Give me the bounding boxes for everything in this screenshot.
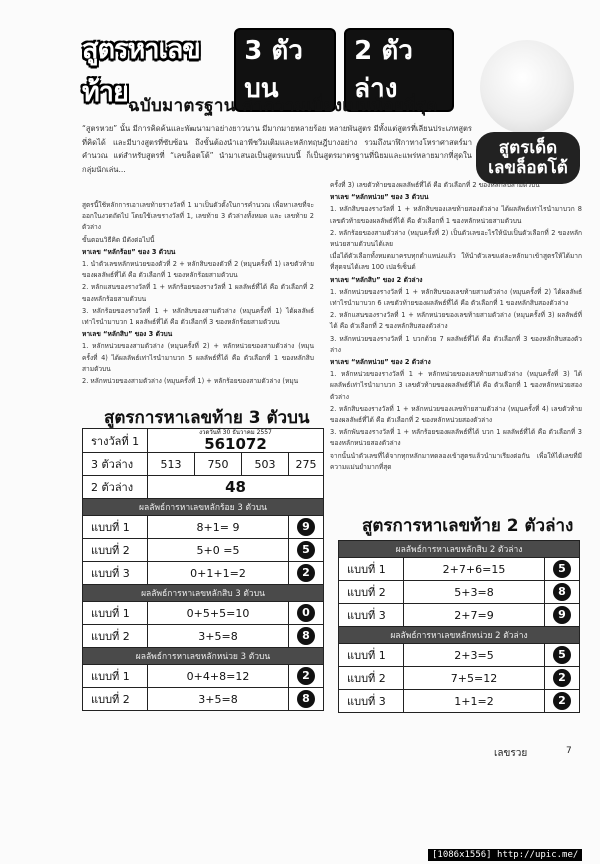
result-section-heading: ผลลัพธ์การหาเลขหลักหน่วย 2 ตัวล่าง [339,627,580,644]
two-low-table [338,540,580,713]
pattern-label: แบบที่ 2 [83,688,148,711]
result-digit-badge: 8 [553,583,571,601]
result-row [83,665,324,688]
column-paragraph: 2. หลักร้อยของสามตัวล่าง (หมุนครั้งที่ 2) เป็นตัวเลขอะไรให้นับเป็นตัวเลือกที่ 2 ของหลักหน่วยสามตัวบนได้เลย [330,228,582,249]
result-digit-badge: 0 [297,604,315,622]
column-paragraph: เมื่อได้ตัวเลือกทั้งหมดมาครบทุกตำแหน่งแล้ว ให้นำตัวเลขแต่ละหลักมาเข้าสูตรให้ได้มากที่สุดจนได้เลข 100 เปอร์เซ็นต์ [330,252,582,272]
pattern-label: แบบที่ 2 [339,667,404,690]
result-cell [289,562,324,585]
result-row [83,539,324,562]
result-row [339,667,580,690]
title-three-top: 3 ตัวบน [234,28,336,112]
result-digit-badge: 8 [297,690,315,708]
result-cell [545,581,580,604]
column-paragraph: 2. หลักสิบของรางวัลที่ 1 + หลักหน่วยของเลขท้ายสามตัวล่าง (หมุนครั้งที่ 4) เลขตัวท้ายของผลลัพธ์ที่ได้ คือ ตัวเลือกที่ 2 ของหลักหน่วยสองตัวล่าง [330,404,582,425]
calculation: 5+3=8 [404,581,545,604]
pattern-label: แบบที่ 3 [339,604,404,627]
result-digit-badge: 5 [553,646,571,664]
column-paragraph: 2. หลักแสนของรางวัลที่ 1 + หลักหน่วยของเลขท้ายสามตัวล่าง (หมุนครั้งที่ 3) ผลลัพธ์ที่ได้ คือ ตัวเลือกที่ 2 ของหลักสิบสองตัวล่าง [330,311,582,331]
column-subheading: หาเลข “หลักสิบ” ของ 3 ตัวบน [82,330,173,339]
three-low-label: 3 ตัวล่าง [83,453,148,476]
result-row [339,644,580,667]
result-section-heading: ผลลัพธ์การหาเลขหลักสิบ 3 ตัวบน [83,585,324,602]
column-subheading: หาเลข “หลักร้อย” ของ 3 ตัวบน [82,247,176,256]
result-cell [289,625,324,648]
three-low-value: 750 [195,453,242,476]
column-paragraph: สูตรนี้ใช้หลักการเอาเลขท้ายรางวัลที่ 1 มาเป็นตัวตั้งในการคำนวณ เพื่อหาเลขที่จะออกในงวดถัดไป โดยใช้เลขรางวัลที่ 1, เลขท้าย 3 ตัวล่างทั้งหมด และ เลขท้าย 2 ตัวล่าง [82,201,314,232]
result-digit-badge: 9 [297,518,315,536]
result-row [83,562,324,585]
result-row [339,604,580,627]
result-digit-badge: 2 [297,564,315,582]
calculation: 5+0 =5 [148,539,289,562]
result-row [83,688,324,711]
column-paragraph: 3. หลักหน่วยของรางวัลที่ 1 บวกด้วย 7 ผลลัพธ์ที่ได้ คือ ตัวเลือกที่ 3 ของหลักสิบสองตัวล่าง [330,334,582,354]
pattern-label: แบบที่ 1 [83,516,148,539]
result-row [339,690,580,713]
column-paragraph: 2. หลักแสนของรางวัลที่ 1 + หลักร้อยของรางวัลที่ 1 ผลลัพธ์ที่ได้ คือ ตัวเลือกที่ 2 ของหลักร้อยสามตัวบน [82,283,314,303]
result-digit-badge: 8 [297,627,315,645]
result-digit-badge: 2 [553,669,571,687]
pattern-label: แบบที่ 1 [339,558,404,581]
result-row [83,625,324,648]
column-paragraph: 1. หลักสิบของรางวัลที่ 1 + หลักสิบของเลขท้ายสองตัวล่าง ได้ผลลัพธ์เท่าไรนำมาบวก 8 เลขตัวท้ายของผลลัพธ์ที่ได้ คือ ตัวเลือกที่ 1 ของหลักหน่วยสามตัวบน [330,205,582,225]
result-digit-badge: 5 [297,541,315,559]
calculation: 0+5+5=10 [148,602,289,625]
prize-cell [148,429,324,453]
pattern-label: แบบที่ 1 [83,665,148,688]
result-digit-badge: 2 [553,692,571,710]
calculation: 3+5=8 [148,625,289,648]
column-paragraph: ขั้นตอนวิธีคิด มีดังต่อไปนี้ [82,235,155,244]
result-cell [289,688,324,711]
result-cell [545,604,580,627]
pattern-label: แบบที่ 2 [83,625,148,648]
column-subheading: หาเลข “หลักหน่วย” ของ 3 ตัวบน [330,193,429,202]
three-low-value: 275 [289,453,324,476]
magazine-name: เลขรวย [494,748,528,759]
pattern-label: แบบที่ 1 [339,644,404,667]
page-subtitle: ฉบับมาตรฐาน ค่าความเบี่ยงเบนน้อยที่สุด [128,96,438,116]
result-cell [545,558,580,581]
calculation: 1+1=2 [404,690,545,713]
intro-paragraph: “สูตรหวย” นั้น มีการคิดค้นและพัฒนามาอย่างยาวนาน มีมากมายหลายร้อย หลายพันสูตร มีทั้งแต่สูตรที่เลียนประเภทสูตรที่คิดได้ และมีบางสูตรที่ซับซ้อน ถึงขั้นต้องนำเอาพีชวิมเติมและหลักทฤษฎีบางอย่าง รวมถึงนาฬิกาทางโหราศาสตร์มาคำนวณ แต่สำหรับสูตรที่ “เลขล็อตโต้” นำมาเสนอเป็นสูตรแบบนี้ ก็เป็นสูตรมาตรฐานที่นิยมและแพร่หลายมากที่สุดในกลุ่มนักเล่น... [82,124,472,174]
column-subheading: หาเลข “หลักสิบ” ของ 2 ตัวล่าง [330,275,423,284]
result-cell [289,602,324,625]
result-row [339,558,580,581]
calculation: 0+1+1=2 [148,562,289,585]
result-cell [545,644,580,667]
three-low-value: 513 [148,453,195,476]
two-low-value: 48 [148,476,324,499]
result-row [339,581,580,604]
column-paragraph: 1. หลักหน่วยของสามตัวล่าง (หมุนครั้งที่ 2) + หลักหน่วยของสามตัวล่าง (หมุนครั้งที่ 4) ได้ผลลัพธ์เท่าไรนำมาบวก 5 ผลลัพธ์ที่ได้ คือ ตัวเลือกที่ 1 ของหลักสิบสามตัวบน [82,342,314,373]
calculation: 2+7+6=15 [404,558,545,581]
column-subheading: หาเลข “หลักหน่วย” ของ 2 ตัวล่าง [330,358,431,367]
column-paragraph: 1. หลักหน่วยของรางวัลที่ 1 + หลักสิบของเลขท้ายสามตัวล่าง (หมุนครั้งที่ 2) ได้ผลลัพธ์เท่าไรนำมาบวก 6 เลขตัวท้ายของผลลัพธ์ที่ได้ คือ ตัวเลือกที่ 1 ของหลักสิบสองตัวล่าง [330,287,582,308]
calculation: 0+4+8=12 [148,665,289,688]
column-paragraph: 2. หลักหน่วยของสามตัวล่าง (หมุนครั้งที่ 1) + หลักร้อยของสามตัวล่าง (หมุน [82,377,299,386]
column-paragraph: จากนั้นนำตัวเลขที่ได้จากทุกหลักมาทดลองเข้าสูตรแล้วนำมาเรียงต่อกัน เพื่อให้ได้เลขที่มีความแม่นยำมากที่สุด [330,451,582,471]
calculation: 7+5=12 [404,667,545,690]
result-cell [545,667,580,690]
calculation: 8+1= 9 [148,516,289,539]
pattern-label: แบบที่ 3 [339,690,404,713]
result-row [83,602,324,625]
result-cell [289,516,324,539]
result-digit-badge: 9 [553,606,571,624]
result-section-heading: ผลลัพธ์การหาเลขหลักร้อย 3 ตัวบน [83,499,324,516]
draw-date: งวดวันที่ 30 ธันวาคม 2557 [199,429,272,436]
calculation: 2+7=9 [404,604,545,627]
result-cell [545,690,580,713]
calculation: 3+5=8 [148,688,289,711]
result-digit-badge: 2 [297,667,315,685]
pattern-label: แบบที่ 2 [83,539,148,562]
page-number: 7 [566,746,572,756]
prize-number: 561072 [204,435,267,453]
result-section-heading: ผลลัพธ์การหาเลขหลักหน่วย 3 ตัวบน [83,648,324,665]
result-cell [289,539,324,562]
prize-label: รางวัลที่ 1 [83,429,148,453]
three-top-table [82,428,324,711]
logo-badge [476,132,580,184]
left-column-text [82,200,314,388]
calculation: 2+3=5 [404,644,545,667]
result-cell [289,665,324,688]
two-low-label: 2 ตัวล่าง [83,476,148,499]
result-digit-badge: 5 [553,560,571,578]
pattern-label: แบบที่ 1 [83,602,148,625]
result-row [83,516,324,539]
three-low-value: 503 [242,453,289,476]
table2-title: สูตรการหาเลขท้าย 2 ตัวล่าง [362,516,574,536]
pattern-label: แบบที่ 2 [339,581,404,604]
table1-title: สูตรการหาเลขท้าย 3 ตัวบน [104,408,310,428]
right-column-text [330,180,582,474]
title-two-bottom: 2 ตัวล่าง [344,28,454,112]
badge-line-1: สูตรเด็ด [498,138,558,158]
column-paragraph: 3. หลักพันของรางวัลที่ 1 + หลักร้อยของผลลัพธ์ที่ได้ บวก 1 ผลลัพธ์ที่ได้ คือ ตัวเลือกที่ 3 ของหลักหน่วยสองตัวล่าง [330,428,582,448]
badge-line-2: เลขล็อตโต้ [488,158,568,178]
result-section-heading: ผลลัพธ์การหาเลขหลักสิบ 2 ตัวล่าง [339,541,580,558]
title-text: สูตรหาเลขท้าย [82,34,200,108]
column-paragraph: ครั้งที่ 3) เลขตัวท้ายของผลลัพธ์ที่ได้ คือ ตัวเลือกที่ 2 ของหลักสิบสามตัวบน [330,181,540,189]
pattern-label: แบบที่ 3 [83,562,148,585]
column-paragraph: 3. หลักร้อยของรางวัลที่ 1 + หลักสิบของสามตัวล่าง (หมุนครั้งที่ 1) ได้ผลลัพธ์เท่าไรนำมาบวก 1 ผลลัพธ์ที่ได้ คือ ตัวเลือกที่ 3 ของหลักร้อยสามตัวบน [82,306,314,327]
column-paragraph: 1. นำตัวเลขหลักหน่วยของตัวที่ 2 + หลักสิบของตัวที่ 2 (หมุนครั้งที่ 1) เลขตัวท้ายของผลลัพธ์ที่ได้ คือ ตัวเลือกที่ 1 ของหลักร้อยสามตัวบน [82,260,314,280]
crystal-ball-image [480,40,574,134]
watermark-text: [1086x1556] http://upic.me/ [428,849,582,861]
column-paragraph: 1. หลักหน่วยของรางวัลที่ 1 + หลักหน่วยของเลขท้ายสามตัวล่าง (หมุนครั้งที่ 3) ได้ผลลัพธ์เท่าไรนำมาบวก 3 เลขตัวท้ายของผลลัพธ์ที่ได้ คือ ตัวเลือกที่ 1 ของหลักหน่วยสองตัวล่าง [330,370,582,401]
